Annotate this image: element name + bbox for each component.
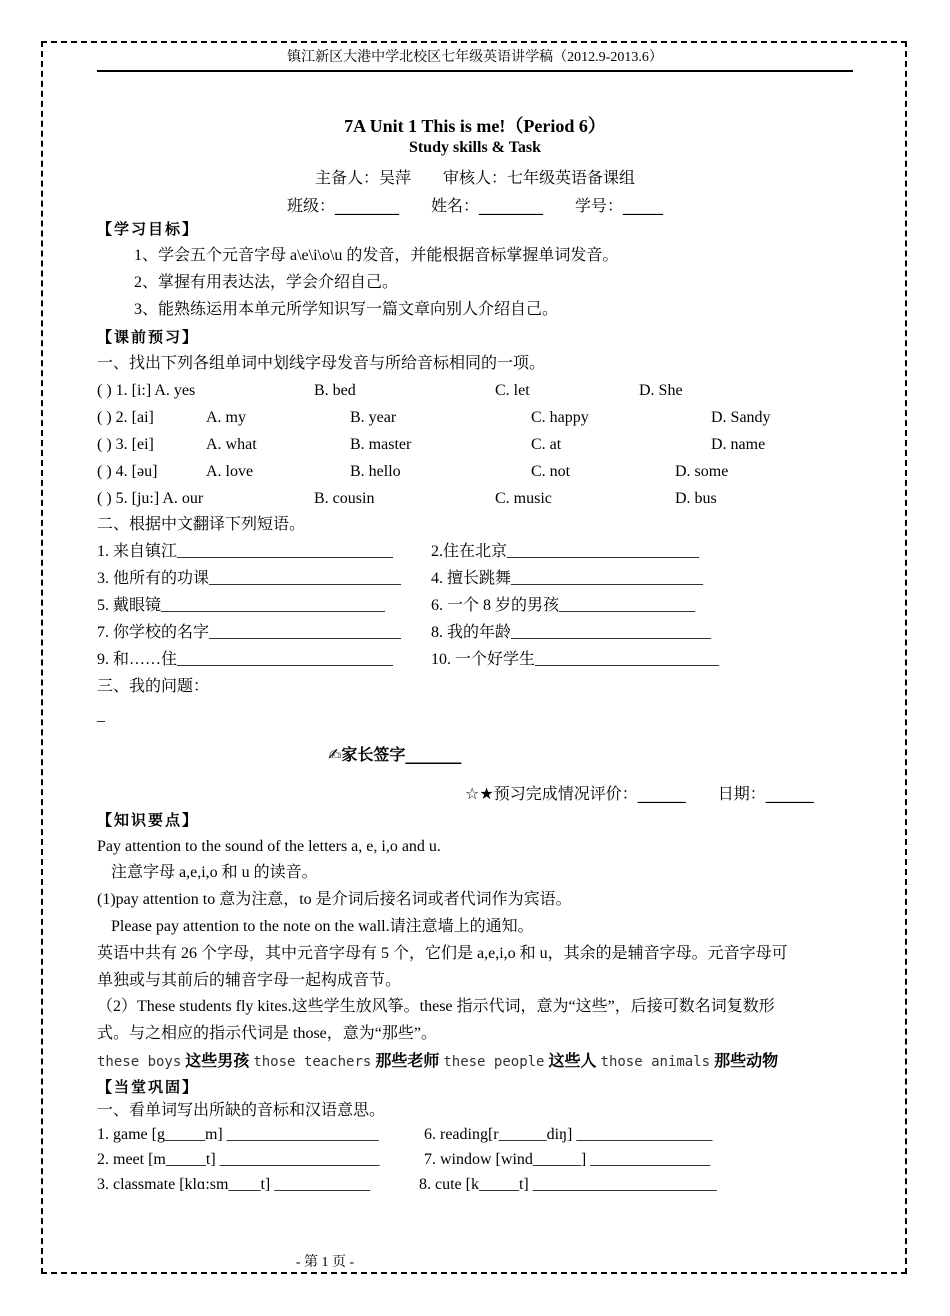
option-a: A. love [206, 463, 254, 480]
example-zh: 这些人 [548, 1051, 597, 1070]
parent-signature: ✍家长签字_______ [328, 745, 462, 764]
preview-heading: 【课前预习】 [97, 328, 200, 346]
practice-item: 7. window [wind______] _______________ [424, 1151, 711, 1168]
goal-item: 2、掌握有用表达法，学会介绍自己。 [134, 274, 399, 291]
question-number: ( ) 1. [i:] A. yes [97, 382, 196, 399]
option-c: C. music [495, 490, 552, 507]
example-en: those teachers [253, 1054, 372, 1070]
option-b: B. master [350, 436, 412, 453]
option-d: D. She [639, 382, 683, 399]
option-c: C. not [531, 463, 571, 480]
practice-item: 1. game [g_____m] ___________________ [97, 1126, 379, 1143]
option-c: C. happy [531, 409, 589, 426]
option-d: D. name [711, 436, 766, 453]
preview-part2-title: 二、根据中文翻译下列短语。 [97, 516, 306, 533]
authors-line: 主备人：吴萍 审核人：七年级英语备课组 [314, 168, 635, 187]
question-number: ( ) 2. [ai] [97, 409, 154, 426]
phrase-item: 9. 和……住___________________________ [97, 651, 394, 668]
phrase-item: 6. 一个 8 岁的男孩_________________ [431, 597, 696, 614]
knowledge-text: 注意字母 a,e,i,o 和 u 的读音。 [111, 864, 318, 881]
example-en: these boys [97, 1054, 182, 1070]
lesson-subtitle: Study skills & Task [408, 139, 542, 156]
knowledge-text: Please pay attention to the note on the wall.请注意墙上的通知。 [111, 918, 534, 935]
goals-heading: 【学习目标】 [97, 220, 200, 238]
knowledge-heading: 【知识要点】 [97, 811, 200, 829]
phrase-item: 5. 戴眼镜____________________________ [97, 597, 386, 614]
page-header: 镇江新区大港中学北校区七年级英语讲学稿（2012.9-2013.6） [97, 49, 853, 72]
phrase-item: 4. 擅长跳舞________________________ [431, 570, 704, 587]
example-en: those animals [600, 1054, 711, 1070]
knowledge-text: 式。与之相应的指示代词是 those，意为“那些”。 [97, 1025, 437, 1042]
option-b: B. year [350, 409, 397, 426]
question-number: ( ) 4. [əu] [97, 463, 158, 480]
option-c: C. at [531, 436, 562, 453]
practice-item: 8. cute [k_____t] _______________________ [419, 1176, 717, 1193]
option-b: B. cousin [314, 490, 375, 507]
example-zh: 那些老师 [375, 1051, 440, 1070]
knowledge-text: Pay attention to the sound of the letters a, e, i,o and u. [97, 838, 441, 855]
practice-item: 2. meet [m_____t] ____________________ [97, 1151, 380, 1168]
phrase-item: 10. 一个好学生_______________________ [431, 651, 720, 668]
page-number: - 第 1 页 - [295, 1255, 355, 1270]
phrase-item: 2.住在北京________________________ [431, 543, 700, 560]
question-number: ( ) 5. [ju:] A. our [97, 490, 204, 507]
practice-item: 6. reading[r______diŋ] _________________ [424, 1126, 713, 1143]
phrase-item: 3. 他所有的功课________________________ [97, 570, 402, 587]
student-info-line: 班级：________ 姓名：________ 学号：_____ [286, 196, 663, 215]
goal-item: 3、能熟练运用本单元所学知识写一篇文章向别人介绍自己。 [134, 301, 559, 318]
option-d: D. some [675, 463, 729, 480]
option-d: D. bus [675, 490, 717, 507]
option-d: D. Sandy [711, 409, 771, 426]
example-zh: 这些男孩 [185, 1051, 250, 1070]
knowledge-text: 英语中共有 26 个字母，其中元音字母有 5 个，它们是 a,e,i,o 和 u，其余的是辅音字母。元音字母可 [97, 945, 788, 962]
knowledge-text: （2）These students fly kites.这些学生放风筝。these 指示代词，意为“这些”，后接可数名词复数形 [97, 998, 775, 1015]
example-en: these people [443, 1054, 545, 1070]
preview-evaluation: ☆★预习完成情况评价：______ 日期：______ [465, 784, 814, 803]
option-c: C. let [495, 382, 530, 399]
example-zh: 那些动物 [714, 1051, 779, 1070]
knowledge-text: (1)pay attention to 意为注意，to 是介词后接名词或者代词作为宾语。 [97, 891, 572, 908]
practice-heading: 【当堂巩固】 [97, 1078, 200, 1096]
demonstrative-examples [97, 1051, 778, 1072]
preview-part3-title: 三、我的问题： [97, 678, 210, 695]
lesson-title: 7A Unit 1 This is me!（Period 6） [344, 116, 606, 136]
practice-item: 3. classmate [klɑ:sm____t] ____________ [97, 1176, 371, 1193]
question-blank: _ [97, 707, 105, 724]
question-number: ( ) 3. [ei] [97, 436, 154, 453]
phrase-item: 1. 来自镇江___________________________ [97, 543, 394, 560]
knowledge-text: 单独或与其前后的辅音字母一起构成音节。 [97, 972, 402, 989]
phrase-item: 7. 你学校的名字________________________ [97, 624, 402, 641]
option-a: A. what [206, 436, 257, 453]
option-b: B. hello [350, 463, 401, 480]
practice-part1-title: 一、看单词写出所缺的音标和汉语意思。 [97, 1102, 386, 1119]
goal-item: 1、学会五个元音字母 a\e\i\o\u 的发音，并能根据音标掌握单词发音。 [134, 247, 619, 264]
option-b: B. bed [314, 382, 356, 399]
option-a: A. my [206, 409, 246, 426]
preview-part1-title: 一、找出下列各组单词中划线字母发音与所给音标相同的一项。 [97, 355, 546, 372]
phrase-item: 8. 我的年龄_________________________ [431, 624, 712, 641]
